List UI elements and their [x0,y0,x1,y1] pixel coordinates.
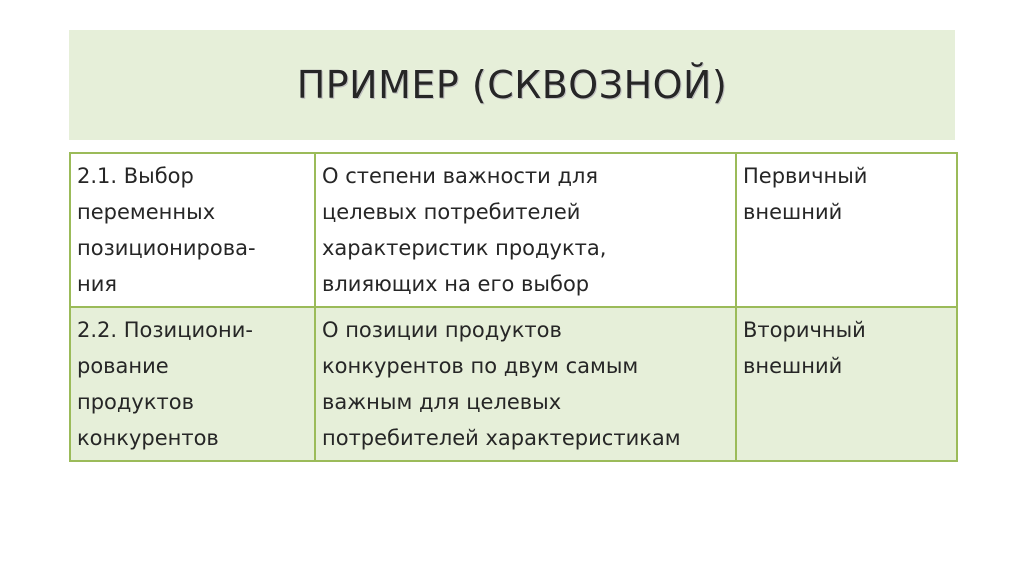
info-cell: О степени важности для целевых потребителей характеристик продукта, влияющих на его выбор [315,153,736,307]
slide-title: ПРИМЕР (СКВОЗНОЙ) [296,63,728,107]
info-table [69,152,958,462]
source-cell: Первичный внешний [736,153,957,307]
info-cell: О позиции продуктов конкурентов по двум самым важным для целевых потребителей характеристикам [315,307,736,461]
stage-cell: 2.2. Позициони- рование продуктов конкурентов [70,307,315,461]
stage-cell: 2.1. Выбор переменных позиционирова- ния [70,153,315,307]
table-row [70,153,957,307]
source-cell: Вторичный внешний [736,307,957,461]
table-row [70,307,957,461]
title-band [69,30,955,140]
